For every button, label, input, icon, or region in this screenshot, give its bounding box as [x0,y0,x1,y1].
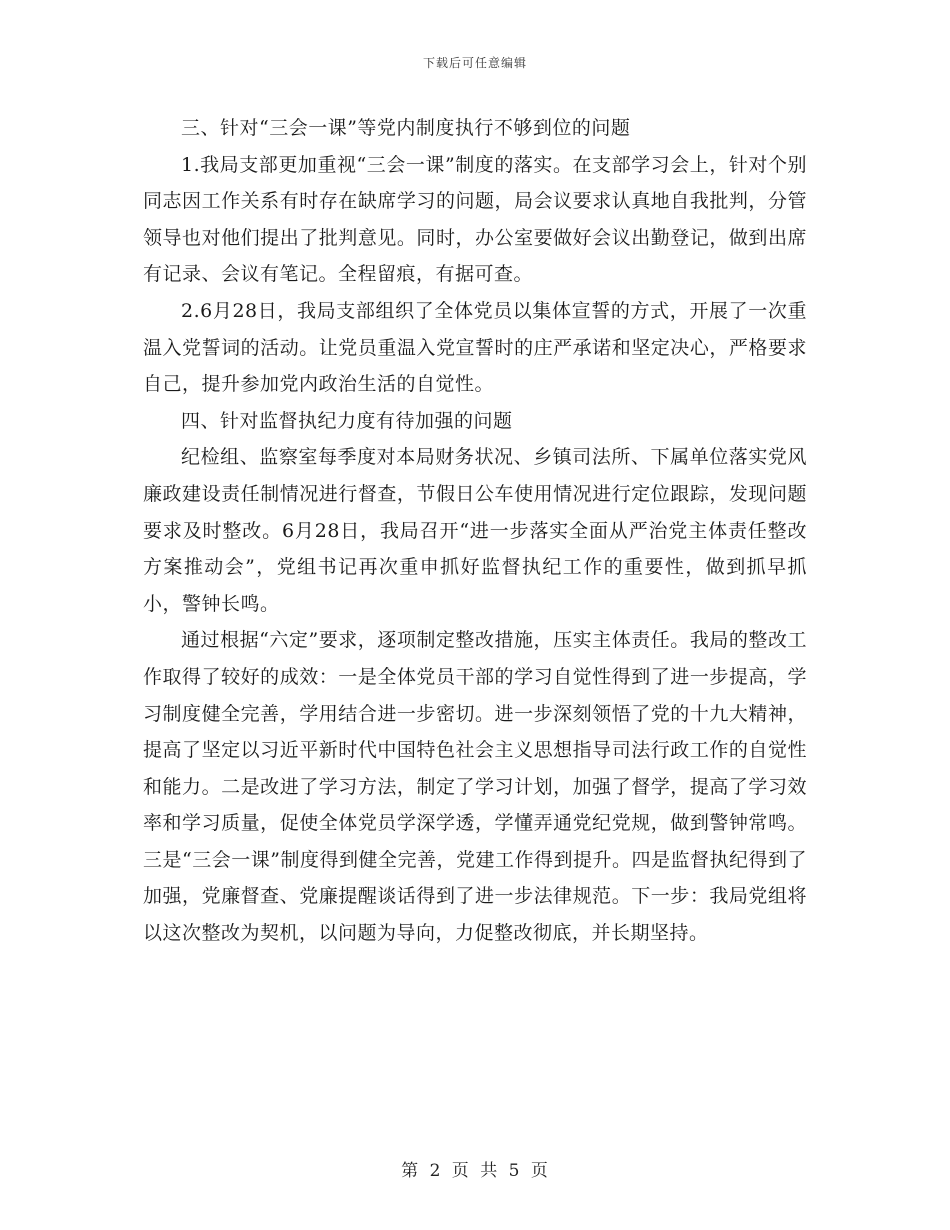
paragraph-item-1: 1.我局支部更加重视“三会一课”制度的落实。在支部学习会上，针对个别同志因工作关系有时存在缺席学习的问题，局会议要求认真地自我批判，分管领导也对他们提出了批判意见。同时，办公室要做好会议出勤登记，做到出席有记录、会议有笔记。全程留痕，有据可查。 [143,153,807,286]
section-heading-four: 四、针对监督执纪力度有待加强的问题 [181,409,513,432]
page-number: 第 2 页 共 5 页 [401,1161,549,1181]
paragraph-item-2: 2.6月28日，我局支部组织了全体党员以集体宣誓的方式，开展了一次重温入党誓词的活动。让党员重温入党宣誓时的庄严承诺和坚定决心，严格要求自己，提升参加党内政治生活的自觉性。 [143,299,807,396]
section-heading-three: 三、针对“三会一课”等党内制度执行不够到位的问题 [181,117,631,139]
paragraph-supervision: 纪检组、监察室每季度对本局财务状况、乡镇司法所、下属单位落实党风廉政建设责任制情况进行督查，节假日公车使用情况进行定位跟踪，发现问题要求及时整改。6月28日，我局召开“进一步落实全面从严治党主体责任整改方案推动会”，党组书记再次重申抓好监督执纪工作的重要性，做到抓早抓小，警钟长鸣。 [143,446,807,615]
paragraph-summary: 通过根据“六定”要求，逐项制定整改措施，压实主体责任。我局的整改工作取得了较好的成效：一是全体党员干部的学习自觉性得到了进一步提高，学习制度健全完善，学用结合进一步密切。进一步深刻领悟了党的十九大精神，提高了坚定以习近平新时代中国特色社会主义思想指导司法行政工作的自觉性和能力。二是改进了学习方法，制定了学习计划，加强了督学，提高了学习效率和学习质量，促使全体党员学深学透，学懂弄通党纪党规，做到警钟常鸣。三是“三会一课”制度得到健全完善，党建工作得到提升。四是监督执纪得到了加强，党廉督查、党廉提醒谈话得到了进一步法律规范。下一步：我局党组将以这次整改为契机，以问题为导向，力促整改彻底，并长期坚持。 [143,629,807,945]
header-note: 下载后可任意编辑 [422,56,527,70]
document-body [143,110,807,952]
